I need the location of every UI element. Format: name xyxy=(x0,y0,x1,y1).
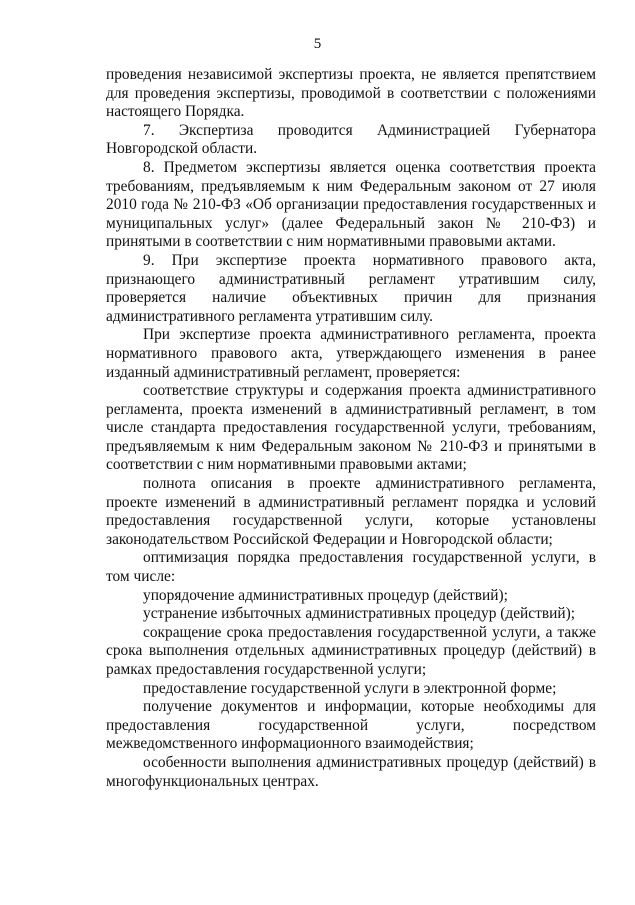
paragraph-7: полнота описания в проекте административного регламента, проекте изменений в административный регламент порядка и условий предоставления государственной услуги, которые установлены законодательством Российской Федерации и Новгородской области; xyxy=(106,475,596,548)
paragraph-13: получение документов и информации, которые необходимы для предоставления государственной услуги, посредством межведомственного информационного взаимодействия; xyxy=(106,698,596,753)
paragraph-10: устранение избыточных административных процедур (действий); xyxy=(143,605,575,623)
paragraph-4: 9. При экспертизе проекта нормативного правового акта, признающего административный регламент утратившим силу, проверяется наличие объективных причин для признания административного регламента утратившим силу. xyxy=(106,251,596,325)
paragraph-8: оптимизация порядка предоставления государственной услуги, в том числе: xyxy=(106,549,596,586)
paragraph-5: При экспертизе проекта административного регламента, проекта нормативного правового акта, утверждающего изменения в ранее изданный административный регламент, проверяется: xyxy=(106,326,596,381)
paragraph-6: соответствие структуры и содержания проекта административного регламента, проекта изменений в административный регламент, в том числе стандарта предоставления государственной услуги, требованиям, предъявляемым к ним Федеральным законом № 210-ФЗ и принятыми в соответствии с ним нормативными правовыми актами; xyxy=(106,382,596,474)
paragraph-3: 8. Предметом экспертизы является оценка соответствия проекта требованиям, предъявляемым к ним Федеральным законом от 27 июля 2010 года № 210-ФЗ «Об организации предоставления государственных и муниципальных услуг» (далее Федеральный закон № 210-ФЗ) и принятыми в соответствии с ним нормативными правовыми актами. xyxy=(106,158,596,251)
paragraph-12: предоставление государственной услуги в электронной форме; xyxy=(143,679,557,697)
paragraph-2: 7. Экспертиза проводится Администрацией Губернатора Новгородской области. xyxy=(106,121,596,158)
paragraph-9: упорядочение административных процедур (действий); xyxy=(143,586,508,604)
document-body xyxy=(106,66,596,791)
paragraph-14: особенности выполнения административных процедур (действий) в многофункциональных центрах. xyxy=(106,753,596,790)
paragraph-11: сокращение срока предоставления государственной услуги, а также срока выполнения отдельных административных процедур (действий) в рамках предоставления государственной услуги; xyxy=(106,623,596,678)
page-number: 5 xyxy=(313,36,322,52)
paragraph-1: проведения независимой экспертизы проекта, не является препятствием для проведения экспертизы, проводимой в соответствии с положениями настоящего Порядка. xyxy=(106,66,596,121)
